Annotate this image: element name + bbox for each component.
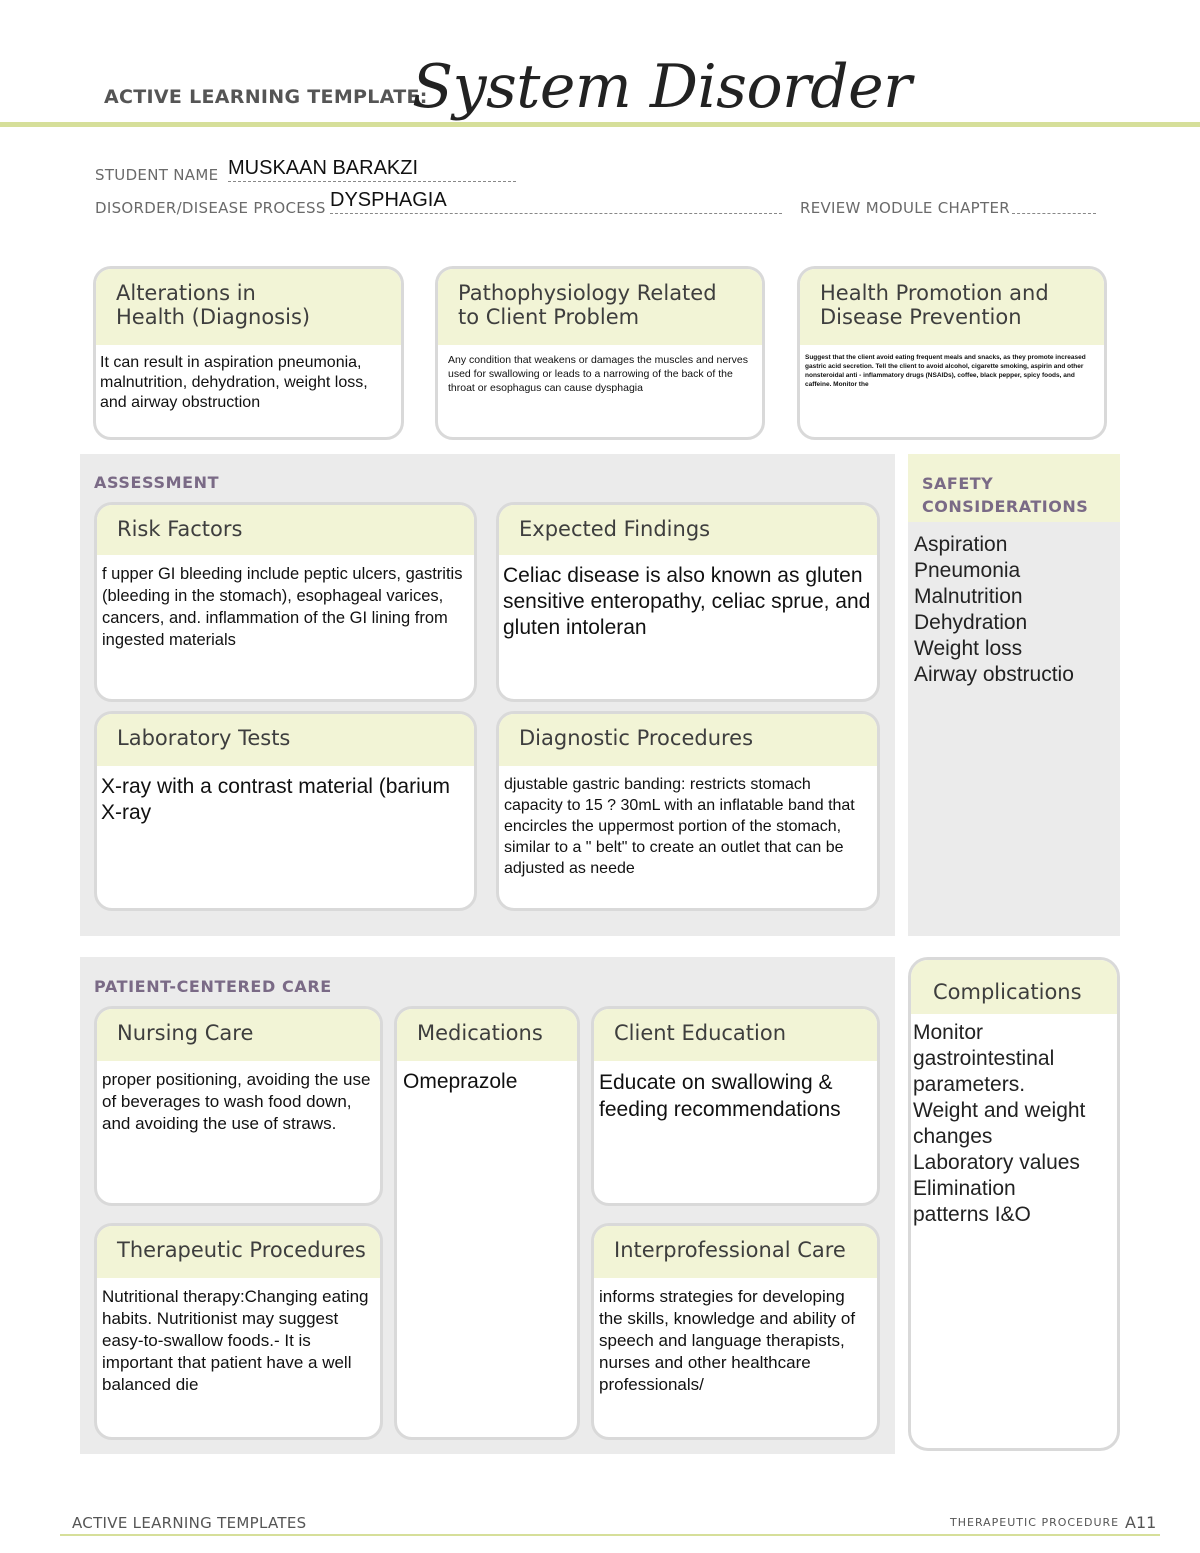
student-name-label: STUDENT NAME: [95, 166, 219, 184]
page-title: System Disorder: [412, 52, 912, 122]
laboratory-tests-box: [94, 711, 477, 911]
pathophysiology-box: [435, 266, 765, 440]
client-education-box: [591, 1006, 880, 1206]
risk-factors-body: f upper GI bleeding include peptic ulcers, gastritis (bleeding in the stomach), esophageal varices, cancers, and. inflammation of the GI lining from ingested materials: [102, 565, 463, 649]
safety-item: Dehydration: [914, 611, 1028, 634]
complications-item: changes: [913, 1125, 993, 1148]
risk-factors-header: Risk Factors: [97, 505, 474, 555]
therapeutic-procedures-body: Nutritional therapy:Changing eating habits. Nutritionist may suggest easy-to-swallow foods.- It is important that patient have a well balanced die: [102, 1287, 369, 1394]
client-education-header: Client Education: [594, 1009, 877, 1061]
expected-findings-box: [496, 502, 880, 702]
expected-findings-body: Celiac disease is also known as gluten sensitive enteropathy, celiac sprue, and gluten intoleran: [503, 564, 871, 639]
alterations-box: [93, 266, 404, 440]
patient-care-heading: PATIENT-CENTERED CARE: [94, 977, 332, 996]
client-education-body: Educate on swallowing & feeding recommendations: [599, 1071, 841, 1121]
complications-item: parameters.: [913, 1073, 1026, 1096]
safety-list: [908, 522, 1120, 688]
risk-factors-box: [94, 502, 477, 702]
review-module-label: REVIEW MODULE CHAPTER: [800, 199, 1010, 217]
therapeutic-procedures-header: Therapeutic Procedures: [97, 1226, 380, 1278]
complications-item: Monitor: [913, 1021, 984, 1044]
complications-item: Weight and weight: [913, 1099, 1086, 1122]
template-label: ACTIVE LEARNING TEMPLATE:: [104, 86, 428, 108]
medications-header: Medications: [397, 1009, 577, 1061]
health-promotion-title-2: Disease Prevention: [820, 305, 1022, 329]
complications-list: [911, 1014, 1117, 1228]
complications-box: [908, 957, 1120, 1451]
alterations-header: [96, 269, 401, 345]
safety-item: Malnutrition: [914, 585, 1023, 608]
student-name-field[interactable]: [228, 157, 516, 182]
safety-item: Airway obstructio: [914, 663, 1074, 686]
medications-box: [394, 1006, 580, 1440]
safety-title-1: SAFETY: [922, 474, 994, 493]
safety-item: Pneumonia: [914, 559, 1021, 582]
expected-findings-header: Expected Findings: [499, 505, 877, 555]
safety-item: Aspiration: [914, 533, 1008, 556]
review-module-field[interactable]: [1012, 197, 1096, 214]
disorder-label: DISORDER/DISEASE PROCESS: [95, 199, 326, 217]
pathophysiology-body: Any condition that weakens or damages the muscles and nerves used for swallowing or leads to a narrowing of the back of the throat or esophagus can cause dysphagia: [448, 354, 749, 394]
header-divider: [0, 122, 1200, 127]
laboratory-tests-header: Laboratory Tests: [97, 714, 474, 766]
safety-panel: [908, 454, 1120, 936]
pathophysiology-title-1: Pathophysiology Related: [458, 281, 717, 305]
alterations-body: It can result in aspiration pneumonia, malnutrition, dehydration, weight loss, and airway obstruction: [100, 354, 368, 411]
laboratory-tests-body: X-ray with a contrast material (barium X-ray: [101, 775, 450, 824]
diagnostic-procedures-header: Diagnostic Procedures: [499, 714, 877, 766]
complications-item: Laboratory values: [913, 1151, 1080, 1174]
health-promotion-title-1: Health Promotion and: [820, 281, 1049, 305]
complications-item: patterns I&O: [913, 1203, 1031, 1226]
complications-item: gastrointestinal: [913, 1047, 1055, 1070]
complications-header: Complications: [911, 960, 1117, 1014]
interprofessional-care-header: Interprofessional Care: [594, 1226, 877, 1278]
alterations-title-1: Alterations in: [116, 281, 256, 305]
nursing-care-box: [94, 1006, 383, 1206]
disorder-field[interactable]: [330, 189, 782, 214]
nursing-care-body: proper positioning, avoiding the use of beverages to wash food down, and avoiding the use of straws.: [102, 1070, 371, 1133]
page-number: A11: [1125, 1513, 1157, 1532]
disorder-value: DYSPHAGIA: [330, 189, 447, 211]
diagnostic-procedures-body: djustable gastric banding: restricts stomach capacity to 15 ? 30mL with an inflatable band that encircles the uppermost portion of the stomach, similar to a " belt" to create an outlet that can be adjusted as neede: [504, 776, 855, 877]
therapeutic-procedures-box: [94, 1223, 383, 1440]
assessment-heading: ASSESSMENT: [94, 473, 220, 492]
pathophysiology-title-2: to Client Problem: [458, 305, 640, 329]
alterations-title-2: Health (Diagnosis): [116, 305, 311, 329]
interprofessional-care-box: [591, 1223, 880, 1440]
pathophysiology-header: [438, 269, 762, 345]
health-promotion-box: [797, 266, 1107, 440]
footer-left: ACTIVE LEARNING TEMPLATES: [72, 1514, 307, 1532]
health-promotion-body: Suggest that the client avoid eating frequent meals and snacks, as they promote increased gastric acid secretion. Tell the client to avoid alcohol, cigarette smoking, aspirin and other nonsteroidal anti - inflammatory drugs (NSAIDs), coffee, black pepper, spicy foods, and caffeine. Monitor the: [805, 354, 1086, 388]
safety-title-2: CONSIDERATIONS: [922, 497, 1089, 516]
nursing-care-header: Nursing Care: [97, 1009, 380, 1061]
diagnostic-procedures-box: [496, 711, 880, 911]
safety-item: Weight loss: [914, 637, 1023, 660]
medications-body: Omeprazole: [403, 1070, 518, 1093]
safety-header: [908, 454, 1120, 522]
footer-divider: [60, 1534, 1160, 1536]
footer-right: THERAPEUTIC PROCEDURE: [950, 1516, 1120, 1529]
complications-item: Elimination: [913, 1177, 1016, 1200]
interprofessional-care-body: informs strategies for developing the skills, knowledge and ability of speech and language therapists, nurses and other healthcare professionals/: [599, 1287, 856, 1394]
health-promotion-header: [800, 269, 1104, 345]
student-name-value: MUSKAAN BARAKZI: [228, 157, 419, 179]
